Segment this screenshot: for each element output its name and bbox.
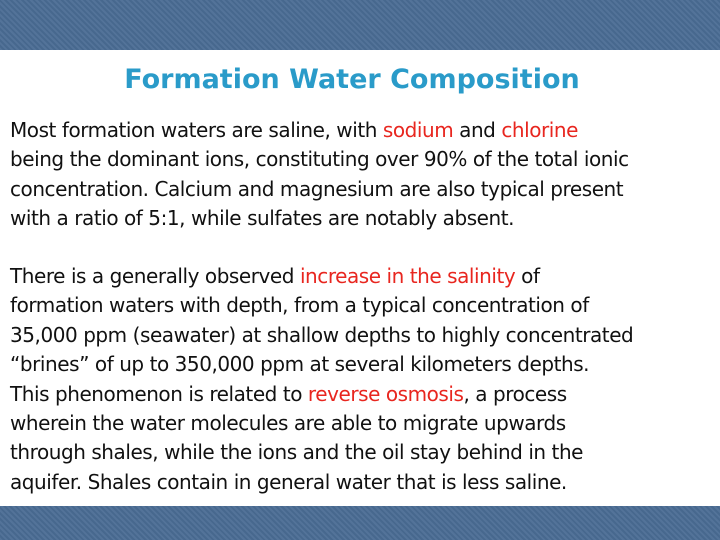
highlight-reverse-osmosis: reverse osmosis (307, 381, 464, 406)
text-line: formation waters with depth, from a typical concentration of (10, 293, 589, 318)
text-run: Most formation waters are saline, with (10, 118, 383, 142)
text-line: being the dominant ions, constituting over 90% of the total ionic (10, 147, 629, 172)
paragraph-composition (10, 116, 720, 234)
text-run: There is a generally observed (10, 264, 300, 288)
text-run: This phenomenon is related to (10, 381, 308, 406)
text-line: concentration. Calcium and magnesium are also typical present (10, 176, 624, 201)
text-line: wherein the water molecules are able to migrate upwards (10, 411, 566, 436)
top-banner (0, 0, 720, 50)
text-line: aquifer. Shales contain in general water that is less saline. (10, 469, 567, 494)
text-line (10, 116, 720, 145)
text-run: and (453, 118, 502, 142)
text-line: 35,000 ppm (seawater) at shallow depths to highly concentrated (10, 322, 634, 347)
text-line (10, 262, 720, 291)
text-line (10, 380, 720, 409)
highlight-sodium: sodium (382, 118, 454, 142)
highlight-salinity: increase in the salinity (299, 264, 516, 288)
paragraph-salinity (10, 262, 720, 497)
text-line: with a ratio of 5:1, while sulfates are notably absent. (10, 206, 515, 231)
text-run: of (515, 264, 540, 288)
highlight-chlorine: chlorine (501, 118, 578, 142)
text-line: through shales, while the ions and the oil stay behind in the (10, 440, 584, 465)
text-run: , a process (463, 381, 567, 406)
bottom-banner (0, 506, 720, 540)
text-line: “brines” of up to 350,000 ppm at several kilometers depths. (10, 352, 590, 377)
slide-title: Formation Water Composition (124, 64, 580, 95)
